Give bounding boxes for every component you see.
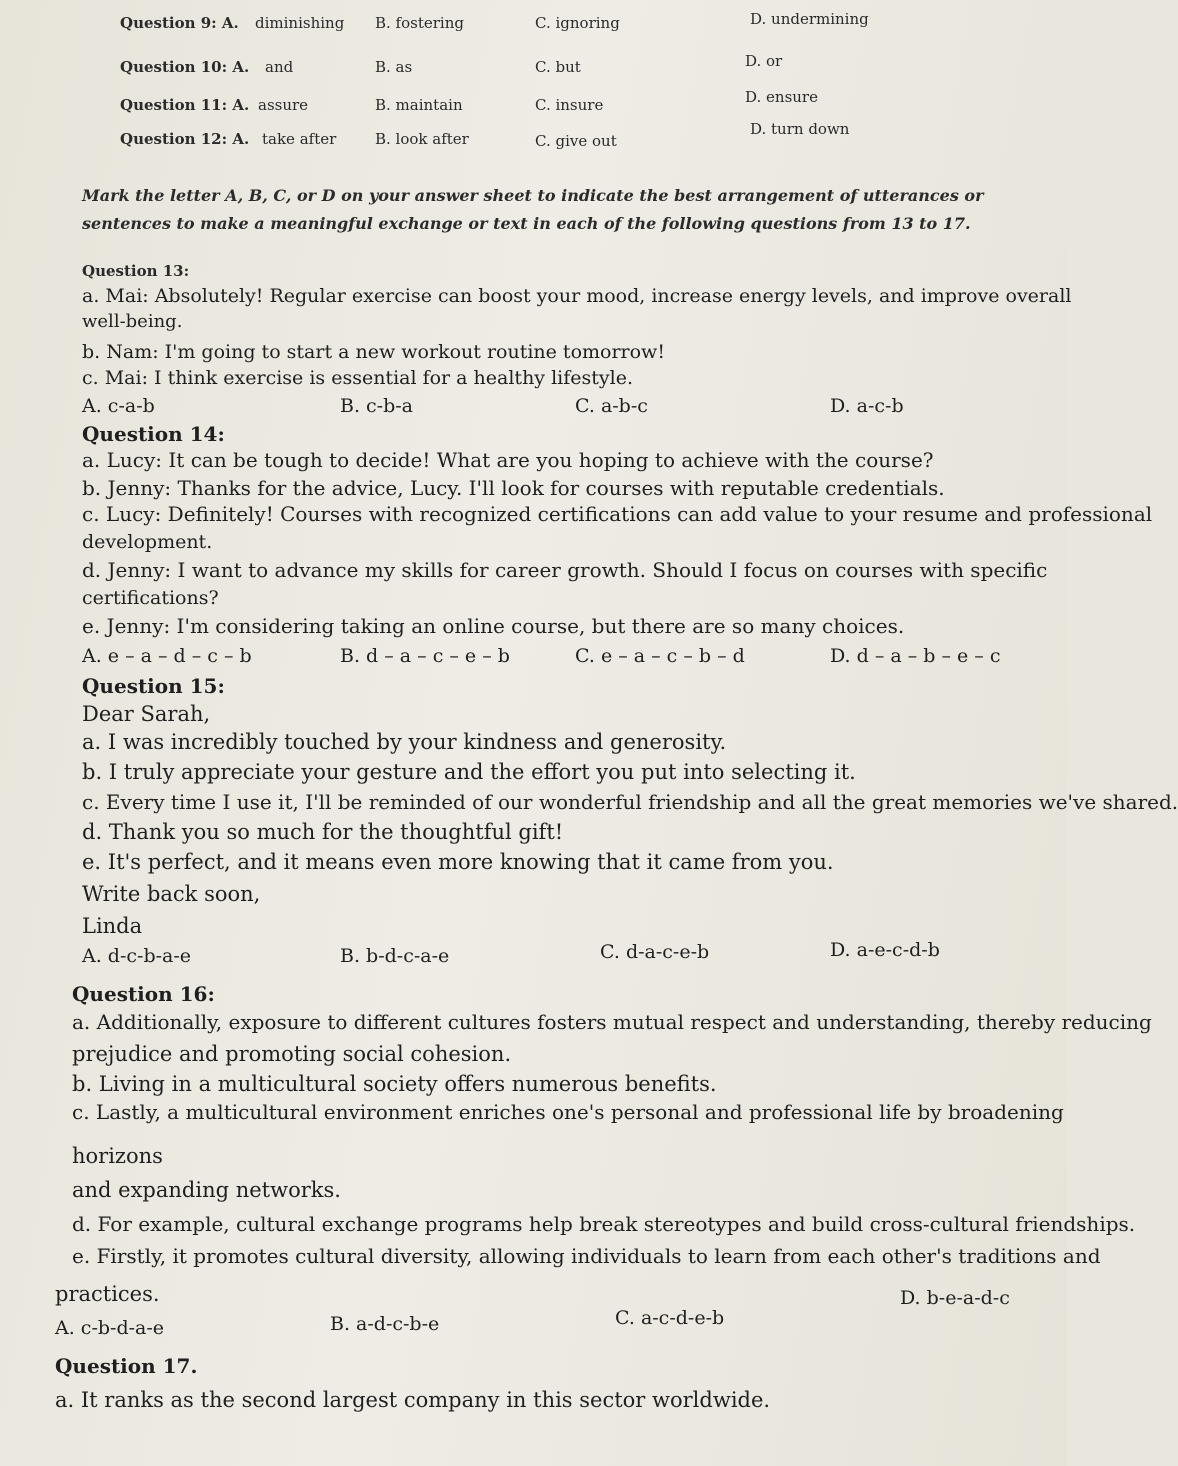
q11-option-a: assure — [258, 96, 309, 114]
q12-option-a: take after — [262, 130, 337, 148]
q9-option-d: D. undermining — [750, 10, 869, 28]
q13-line-c: c. Mai: I think exercise is essential for a healthy lifestyle. — [82, 367, 633, 389]
q10-label: Question 10: A. — [120, 58, 250, 76]
q16-option-c: C. a-c-d-e-b — [615, 1307, 725, 1329]
q16-line-c1: c. Lastly, a multicultural environment enriches one's personal and professional life by broadening — [72, 1100, 1064, 1124]
q14-line-c1: c. Lucy: Definitely! Courses with recognized certifications can add value to your resume and professional — [82, 502, 1153, 526]
q14-line-d1: d. Jenny: I want to advance my skills for career growth. Should I focus on courses with specific — [82, 558, 1048, 582]
q12-option-c: C. give out — [535, 132, 617, 150]
q12-option-d: D. turn down — [750, 120, 850, 138]
q14-option-c: C. e – a – c – b – d — [575, 645, 745, 667]
q9-option-c: C. ignoring — [535, 14, 620, 32]
q14-title: Question 14: — [82, 422, 225, 446]
q13-title: Question 13: — [82, 262, 190, 280]
q16-option-b: B. a-d-c-b-e — [330, 1313, 440, 1335]
q15-salutation: Dear Sarah, — [82, 702, 211, 726]
q14-option-a: A. e – a – d – c – b — [82, 645, 252, 667]
q15-line-e: e. It's perfect, and it means even more knowing that it came from you. — [82, 850, 834, 874]
instructions-line-1: Mark the letter A, B, C, or D on your answer sheet to indicate the best arrangement of utterances or — [82, 186, 984, 205]
q15-closing: Write back soon, — [82, 882, 261, 906]
q15-line-d: d. Thank you so much for the thoughtful gift! — [82, 820, 564, 844]
q16-option-d: D. b-e-a-d-c — [900, 1287, 1010, 1309]
q17-title: Question 17. — [55, 1354, 198, 1378]
q15-line-b: b. I truly appreciate your gesture and the effort you put into selecting it. — [82, 760, 856, 784]
q9-label: Question 9: A. — [120, 14, 239, 32]
q10-option-c: C. but — [535, 58, 581, 76]
q16-line-e1: e. Firstly, it promotes cultural diversity, allowing individuals to learn from each other's traditions and — [72, 1244, 1101, 1268]
q16-option-a: A. c-b-d-a-e — [55, 1317, 165, 1339]
q10-option-b: B. as — [375, 58, 413, 76]
q14-line-a: a. Lucy: It can be tough to decide! What are you hoping to achieve with the course? — [82, 448, 934, 472]
q15-signature: Linda — [82, 914, 143, 938]
q14-line-b: b. Jenny: Thanks for the advice, Lucy. I'll look for courses with reputable credentials. — [82, 476, 945, 500]
instructions-line-2: sentences to make a meaningful exchange or text in each of the following questions from 13 to 17. — [82, 214, 971, 233]
q16-line-e2: practices. — [55, 1282, 160, 1306]
q13-option-a: A. c-a-b — [82, 395, 155, 417]
q15-line-c: c. Every time I use it, I'll be reminded of our wonderful friendship and all the great memories we've shared. — [82, 790, 1178, 814]
q15-option-b: B. b-d-c-a-e — [340, 945, 450, 967]
q14-option-b: B. d – a – c – e – b — [340, 645, 510, 667]
q14-option-d: D. d – a – b – e – c — [830, 645, 1001, 667]
q13-line-a1: a. Mai: Absolutely! Regular exercise can boost your mood, increase energy levels, and improve overall — [82, 285, 1072, 307]
q16-line-d: d. For example, cultural exchange programs help break stereotypes and build cross-cultural friendships. — [72, 1212, 1136, 1236]
q15-option-d: D. a-e-c-d-b — [830, 939, 940, 961]
q14-line-e: e. Jenny: I'm considering taking an online course, but there are so many choices. — [82, 614, 905, 638]
q15-option-a: A. d-c-b-a-e — [82, 945, 192, 967]
q11-option-d: D. ensure — [745, 88, 818, 106]
q13-option-c: C. a-b-c — [575, 395, 648, 417]
q13-option-d: D. a-c-b — [830, 395, 904, 417]
q16-line-c2: horizons — [72, 1144, 163, 1168]
q13-option-b: B. c-b-a — [340, 395, 414, 417]
q12-label: Question 12: A. — [120, 130, 250, 148]
q16-line-b: b. Living in a multicultural society offers numerous benefits. — [72, 1072, 717, 1096]
q13-line-a2: well-being. — [82, 311, 183, 332]
q9-option-a: diminishing — [255, 14, 345, 32]
q9-option-b: B. fostering — [375, 14, 464, 32]
q11-option-b: B. maintain — [375, 96, 463, 114]
q11-label: Question 11: A. — [120, 96, 250, 114]
q10-option-a: and — [265, 58, 294, 76]
q15-title: Question 15: — [82, 674, 225, 698]
q14-line-d2: certifications? — [82, 587, 219, 609]
q13-line-b: b. Nam: I'm going to start a new workout routine tomorrow! — [82, 341, 665, 363]
q15-line-a: a. I was incredibly touched by your kindness and generosity. — [82, 730, 727, 754]
q16-line-a1: a. Additionally, exposure to different cultures fosters mutual respect and understanding, thereby reducing — [72, 1010, 1152, 1034]
q15-option-c: C. d-a-c-e-b — [600, 941, 710, 963]
q12-option-b: B. look after — [375, 130, 469, 148]
q17-line-a: a. It ranks as the second largest company in this sector worldwide. — [55, 1388, 771, 1412]
q14-line-c2: development. — [82, 531, 213, 553]
q10-option-d: D. or — [745, 52, 783, 70]
q11-option-c: C. insure — [535, 96, 604, 114]
q16-line-c3: and expanding networks. — [72, 1178, 341, 1202]
q16-title: Question 16: — [72, 982, 215, 1006]
q16-line-a2: prejudice and promoting social cohesion. — [72, 1042, 512, 1066]
